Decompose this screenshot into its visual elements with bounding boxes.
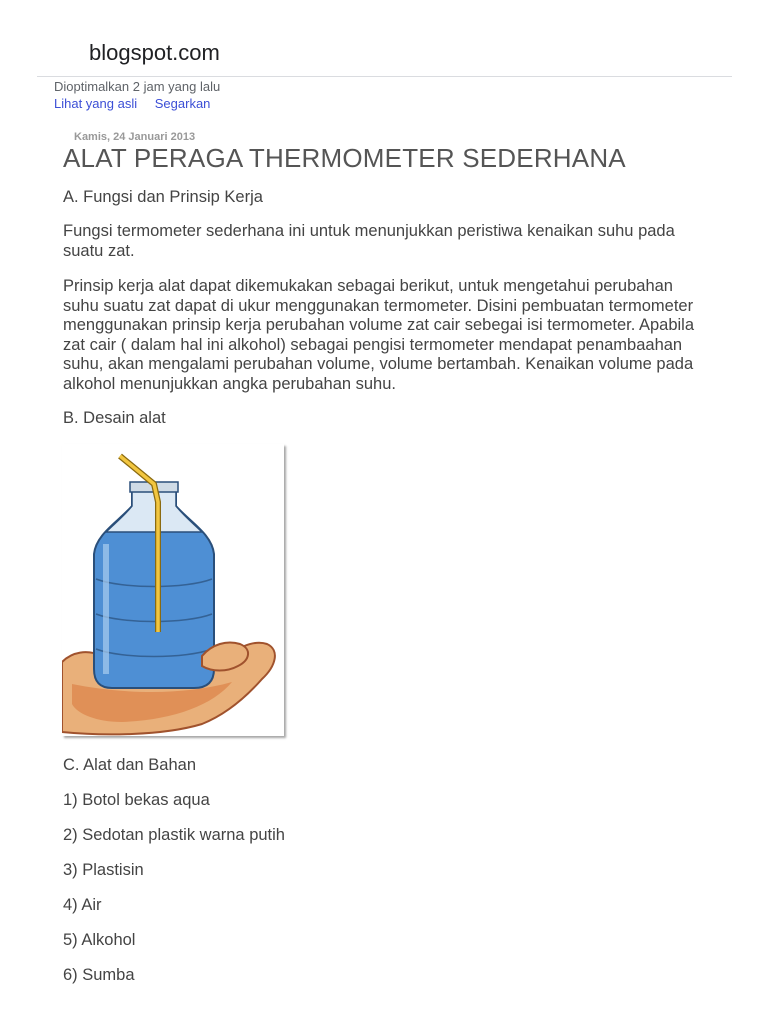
post-date: Kamis, 24 Januari 2013 (74, 131, 196, 143)
view-original-link[interactable]: Lihat yang asli (54, 96, 138, 111)
paragraph-fungsi: Fungsi termometer sederhana ini untuk menunjukkan peristiwa kenaikan suhu pada suatu zat. (63, 222, 675, 260)
optimized-note: Dioptimalkan 2 jam yang lalu (54, 79, 221, 94)
header-divider (37, 76, 732, 77)
section-a-heading: A. Fungsi dan Prinsip Kerja (63, 188, 263, 206)
material-item: 4) Air (63, 896, 102, 914)
bottle-thermometer-image (62, 444, 284, 736)
material-item: 5) Alkohol (63, 931, 136, 949)
material-item: 6) Sumba (63, 966, 135, 984)
section-b-heading: B. Desain alat (63, 409, 166, 427)
material-item: 2) Sedotan plastik warna putih (63, 826, 285, 844)
refresh-link[interactable]: Segarkan (154, 96, 211, 111)
bottle-illustration (62, 444, 284, 736)
post-title: ALAT PERAGA THERMOMETER SEDERHANA (63, 143, 626, 173)
material-item: 3) Plastisin (63, 861, 144, 879)
paragraph-prinsip: Prinsip kerja alat dapat dikemukakan sebagai berikut, untuk mengetahui perubahan suhu suatu zat dapat di ukur menggunakan termometer. Disini pembuatan termometer menggunakan prinsip kerja perubahan volume zat cair sebegai isi termometer. Apabila zat cair ( dalam hal ini alkohol) sebagai pengisi termometer mendapat penambaahan suhu, akan mengalami perubahan volume, volume bertambah. Kenaikan volume pada alkohol menunjukkan angka perubahan suhu. (63, 277, 695, 393)
material-item: 1) Botol bekas aqua (63, 791, 210, 809)
section-c-heading: C. Alat dan Bahan (63, 756, 197, 774)
header-links (54, 96, 224, 111)
site-title[interactable]: blogspot.com (89, 40, 220, 65)
